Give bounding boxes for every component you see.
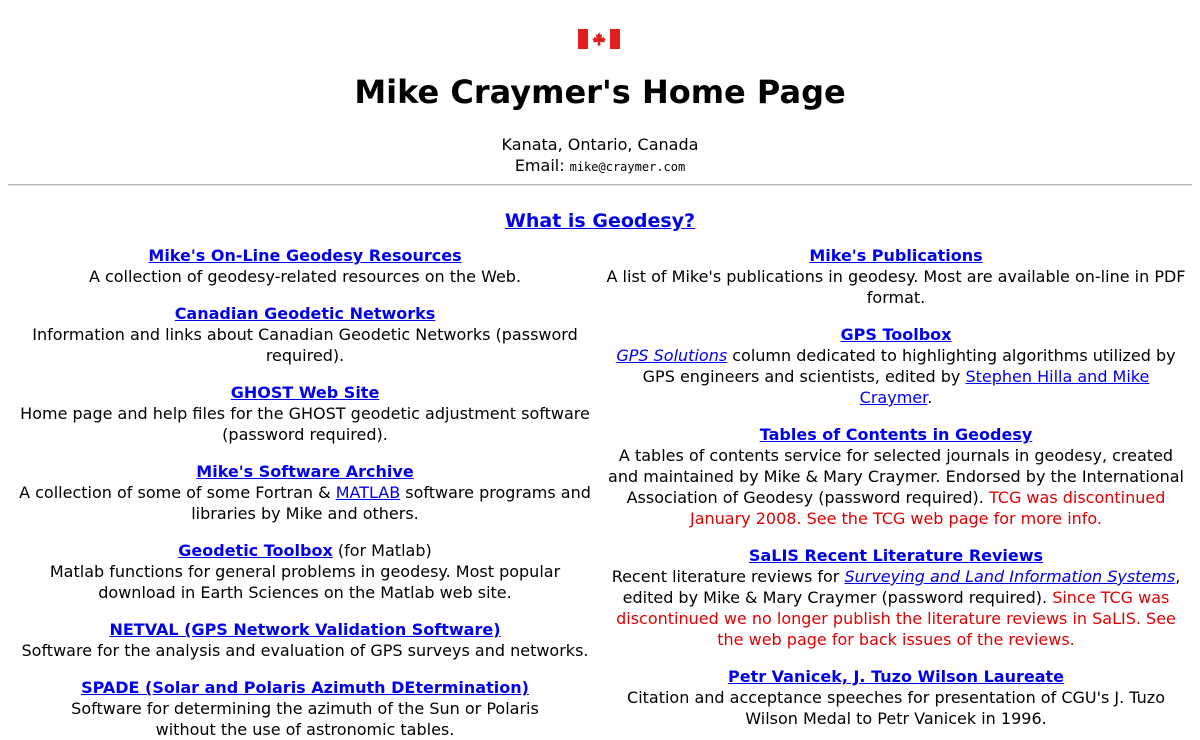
- gps-toolbox-link[interactable]: GPS Toolbox: [840, 325, 952, 344]
- canadian-geodetic-networks-link[interactable]: Canadian Geodetic Networks: [174, 304, 436, 323]
- entry-description: [19, 483, 591, 523]
- what-is-geodesy-link[interactable]: What is Geodesy?: [504, 210, 696, 232]
- desc-text: , edited by Mike & Mary Craymer (password required).: [622, 567, 1181, 607]
- list-item: [12, 677, 598, 740]
- software-archive-link[interactable]: Mike's Software Archive: [196, 462, 414, 481]
- list-item: [12, 540, 598, 603]
- list-item: [12, 461, 598, 524]
- email-address: mike@craymer.com: [569, 160, 686, 174]
- entry-description: [612, 567, 1181, 649]
- entry-description: Software for the analysis and evaluation of GPS surveys and networks.: [21, 641, 589, 660]
- entry-description: Software for determining the azimuth of the Sun or Polaris without the use of astronomic tables.: [71, 699, 539, 739]
- geodetic-toolbox-link[interactable]: Geodetic Toolbox: [178, 541, 333, 560]
- desc-text: column dedicated to highlighting algorithms utilized by GPS engineers and scientists, edited by: [642, 346, 1176, 386]
- right-column: [606, 245, 1186, 740]
- desc-text: software programs and libraries by Mike and others.: [191, 483, 591, 523]
- list-item: [606, 424, 1186, 529]
- ghost-web-site-link[interactable]: GHOST Web Site: [230, 383, 380, 402]
- page-header: [0, 0, 1200, 184]
- list-item: [12, 619, 598, 661]
- left-column: [12, 245, 598, 740]
- discontinued-notice: TCG was discontinued January 2008. See the TCG web page for more info.: [689, 488, 1166, 528]
- title-suffix: (for Matlab): [332, 541, 432, 560]
- publications-link[interactable]: Mike's Publications: [809, 246, 983, 265]
- desc-text: Recent literature reviews for: [611, 567, 845, 586]
- list-item: [606, 545, 1186, 650]
- location-text: Kanata, Ontario, Canada: [501, 135, 699, 154]
- desc-text: A tables of contents service for selected journals in geodesy, created and maintained by Mike & Mary Craymer. Endorsed by the International Association of Geodesy (password required).: [608, 446, 1184, 507]
- list-item: [12, 303, 598, 366]
- vanicek-laureate-link[interactable]: Petr Vanicek, J. Tuzo Wilson Laureate: [727, 667, 1065, 686]
- spade-link[interactable]: SPADE (Solar and Polaris Azimuth DEtermination): [81, 678, 529, 697]
- salis-reviews-link[interactable]: SaLIS Recent Literature Reviews: [748, 546, 1044, 565]
- salis-journal-link[interactable]: Surveying and Land Information Systems: [844, 567, 1176, 586]
- geodesy-resources-link[interactable]: Mike's On-Line Geodesy Resources: [148, 246, 462, 265]
- entry-description: Citation and acceptance speeches for presentation of CGU's J. Tuzo Wilson Medal to Petr Vanicek in 1996.: [627, 688, 1165, 728]
- editors-link[interactable]: Stephen Hilla and Mike Craymer: [859, 367, 1150, 407]
- list-item: [606, 245, 1186, 308]
- netval-link[interactable]: NETVAL (GPS Network Validation Software): [109, 620, 501, 639]
- email-label: Email:: [514, 156, 565, 175]
- entry-description: A list of Mike's publications in geodesy. Most are available on-line in PDF format.: [606, 267, 1186, 307]
- header-divider: [8, 184, 1192, 186]
- list-item: [12, 382, 598, 445]
- page-title: Mike Craymer's Home Page: [354, 73, 846, 111]
- entry-description: [608, 446, 1184, 528]
- list-item: [606, 324, 1186, 408]
- entry-description: Home page and help files for the GHOST geodetic adjustment software (password required).: [20, 404, 590, 444]
- entry-description: Information and links about Canadian Geodetic Networks (password required).: [32, 325, 578, 365]
- list-item: [12, 245, 598, 287]
- what-is-geodesy-section: [0, 208, 1200, 235]
- entry-description: Matlab functions for general problems in geodesy. Most popular download in Earth Sciences on the Matlab web site.: [49, 562, 561, 602]
- desc-text: A collection of some of some Fortran &: [19, 483, 336, 502]
- gps-solutions-link[interactable]: GPS Solutions: [616, 346, 728, 365]
- discontinued-notice: Since TCG was discontinued we no longer publish the literature reviews in SaLIS. See the web page for back issues of the reviews.: [616, 588, 1176, 649]
- matlab-link[interactable]: MATLAB: [335, 483, 401, 502]
- list-item: [606, 666, 1186, 729]
- email-row: [0, 155, 1200, 178]
- canada-flag-icon: [578, 29, 620, 49]
- entry-description: [616, 346, 1175, 407]
- desc-text: .: [927, 388, 933, 407]
- tables-of-contents-link[interactable]: Tables of Contents in Geodesy: [759, 425, 1033, 444]
- entry-description: A collection of geodesy-related resources on the Web.: [88, 267, 522, 286]
